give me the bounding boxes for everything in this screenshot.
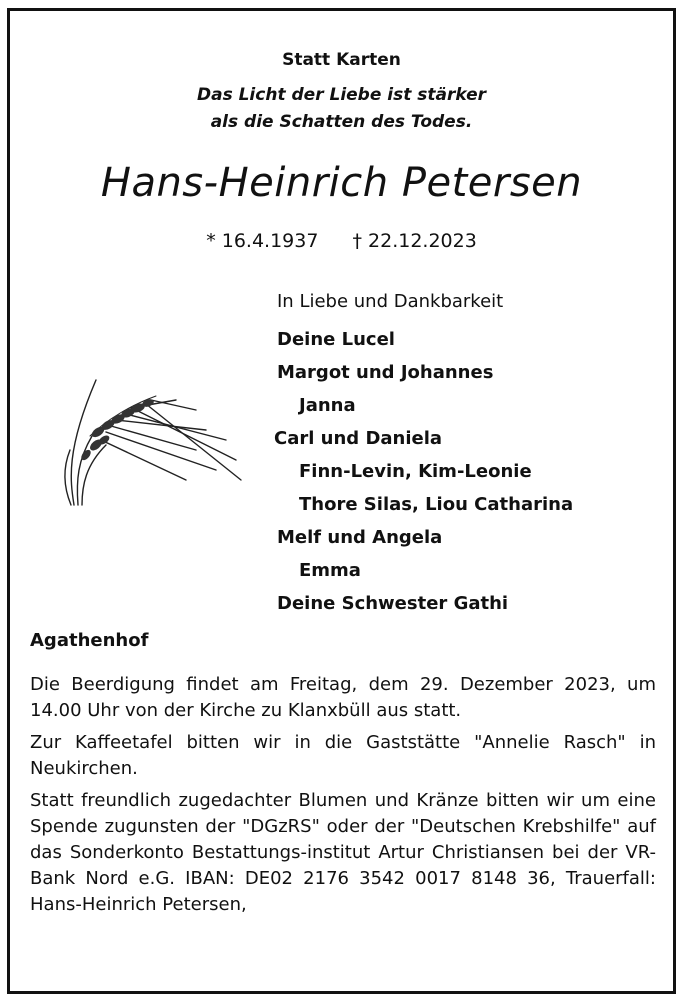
funeral-paragraph: Die Beerdigung findet am Freitag, dem 29. Dezember 2023, um 14.00 Uhr von der Kirche zu Klanxbüll aus statt. [30, 674, 656, 721]
family-line: Margot und Johannes [277, 362, 494, 383]
notice-body [30, 672, 656, 924]
donation-paragraph: Statt freundlich zugedachter Blumen und Kränze bitten wir um eine Spende zugunsten der "DGzRS" oder der "Deutschen Krebshilfe" auf das Sonderkonto Bestattungs-institut Artur Christiansen bei der VR-Bank Nord e.G. IBAN: DE02 2176 3542 0017 8148 36, Trauerfall: Hans-Heinrich Petersen, [30, 790, 656, 915]
family-line: Emma [299, 560, 361, 581]
family-list [274, 285, 574, 620]
intro-text: Statt Karten [282, 50, 401, 70]
motto-line-1: Das Licht der Liebe ist stärker [196, 85, 487, 105]
family-line: Thore Silas, Liou Catharina [299, 494, 574, 515]
family-line: Carl und Daniela [274, 428, 443, 449]
motto [0, 82, 683, 136]
family-line: Finn-Levin, Kim-Leonie [299, 461, 532, 482]
life-dates [0, 230, 683, 252]
place-name: Agathenhof [30, 630, 149, 651]
family-line: Deine Lucel [277, 329, 395, 350]
family-line: Janna [299, 395, 356, 416]
family-intro: In Liebe und Dankbarkeit [277, 291, 504, 312]
birth-date: * 16.4.1937 [206, 230, 319, 252]
deceased-name: Hans-Heinrich Petersen [100, 160, 583, 206]
coffee-paragraph: Zur Kaffeetafel bitten wir in die Gaststätte "Annelie Rasch" in Neukirchen. [30, 732, 656, 779]
motto-line-2: als die Schatten des Todes. [210, 112, 473, 132]
wheat-icon [56, 370, 246, 510]
death-date: † 22.12.2023 [352, 230, 477, 252]
family-line: Deine Schwester Gathi [277, 593, 509, 614]
family-line: Melf und Angela [277, 527, 443, 548]
